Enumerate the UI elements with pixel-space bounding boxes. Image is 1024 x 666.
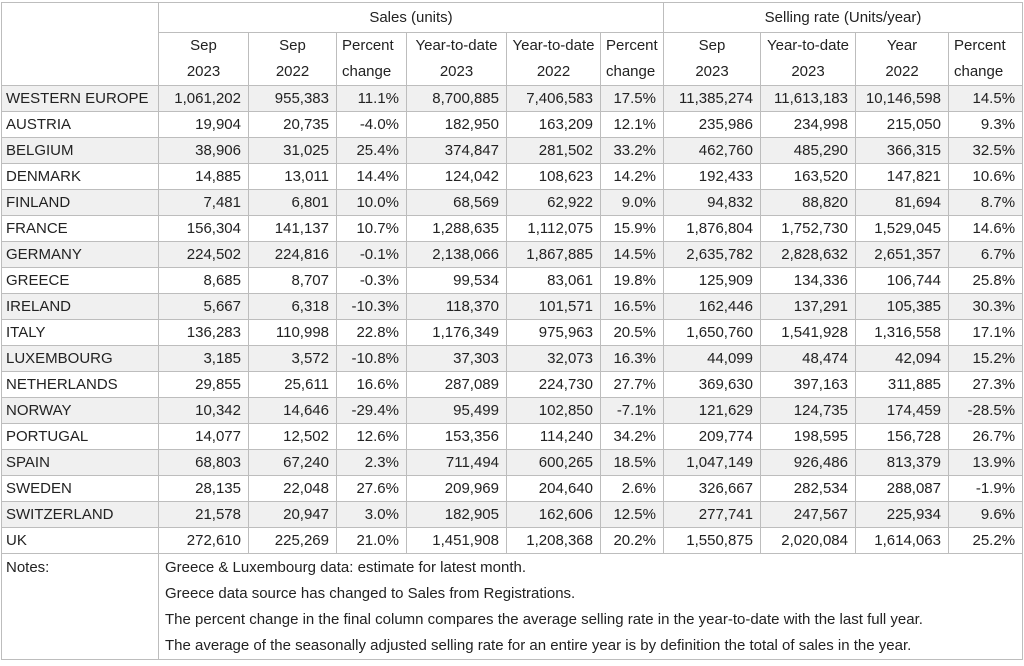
table-cell-rate-ytd-2023: 11,613,183	[761, 86, 856, 112]
column-header-rate-sep-2023	[664, 33, 761, 86]
table-cell-sales-ytd-pct-change: 12.5%	[601, 502, 664, 528]
column-header-sales-ytd-2023	[407, 33, 507, 86]
table-cell-rate-year-2022: 81,694	[856, 190, 949, 216]
table-cell-sales-ytd-pct-change: 16.3%	[601, 346, 664, 372]
table-cell-rate-ytd-2023: 2,828,632	[761, 242, 856, 268]
table-cell-rate-year-2022: 106,744	[856, 268, 949, 294]
table-cell-sales-sep-2022: 12,502	[249, 424, 337, 450]
table-cell-rate-pct-change: -28.5%	[949, 398, 1023, 424]
table-cell-sales-pct-change: -10.3%	[337, 294, 407, 320]
table-row	[2, 398, 1023, 424]
note-line: Greece data source has changed to Sales from Registrations.	[165, 585, 576, 602]
table-cell-sales-sep-2022: 224,816	[249, 242, 337, 268]
table-cell-sales-sep-2022: 31,025	[249, 138, 337, 164]
table-cell-sales-ytd-2023: 153,356	[407, 424, 507, 450]
notes-cell	[159, 554, 1023, 660]
row-label: NETHERLANDS	[2, 372, 159, 398]
table-row	[2, 242, 1023, 268]
table-cell-rate-year-2022: 156,728	[856, 424, 949, 450]
table-cell-sales-pct-change: -0.1%	[337, 242, 407, 268]
table-cell-sales-pct-change: 2.3%	[337, 450, 407, 476]
table-row	[2, 502, 1023, 528]
table-cell-sales-sep-2022: 3,572	[249, 346, 337, 372]
table-cell-rate-ytd-2023: 137,291	[761, 294, 856, 320]
table-cell-sales-ytd-pct-change: 33.2%	[601, 138, 664, 164]
table-cell-sales-ytd-pct-change: 14.2%	[601, 164, 664, 190]
header-line-1: Percent	[342, 37, 394, 54]
table-cell-rate-ytd-2023: 397,163	[761, 372, 856, 398]
table-cell-sales-ytd-2023: 182,950	[407, 112, 507, 138]
table-cell-rate-pct-change: 6.7%	[949, 242, 1023, 268]
table-cell-sales-pct-change: -0.3%	[337, 268, 407, 294]
table-cell-rate-ytd-2023: 247,567	[761, 502, 856, 528]
table-cell-sales-sep-2023: 19,904	[159, 112, 249, 138]
header-line-1: Year-to-date	[415, 37, 498, 54]
note-line: Greece & Luxembourg data: estimate for latest month.	[165, 559, 527, 576]
header-line-1: Percent	[606, 37, 658, 54]
table-cell-rate-sep-2023: 209,774	[664, 424, 761, 450]
table-cell-sales-sep-2022: 225,269	[249, 528, 337, 554]
table-cell-rate-sep-2023: 1,650,760	[664, 320, 761, 346]
table-cell-sales-pct-change: 16.6%	[337, 372, 407, 398]
table-cell-rate-sep-2023: 326,667	[664, 476, 761, 502]
table-cell-rate-sep-2023: 235,986	[664, 112, 761, 138]
table-cell-sales-ytd-2022: 162,606	[507, 502, 601, 528]
table-cell-sales-ytd-2023: 95,499	[407, 398, 507, 424]
note-line: The percent change in the final column compares the average selling rate in the year-to-date with the last full year.	[165, 611, 923, 628]
table-cell-sales-ytd-2023: 287,089	[407, 372, 507, 398]
table-cell-sales-sep-2023: 21,578	[159, 502, 249, 528]
table-row	[2, 112, 1023, 138]
table-cell-sales-ytd-2023: 118,370	[407, 294, 507, 320]
table-cell-sales-pct-change: 10.0%	[337, 190, 407, 216]
table-cell-rate-year-2022: 288,087	[856, 476, 949, 502]
table-cell-sales-sep-2023: 1,061,202	[159, 86, 249, 112]
table-cell-sales-pct-change: 12.6%	[337, 424, 407, 450]
table-row	[2, 372, 1023, 398]
table-cell-sales-sep-2023: 224,502	[159, 242, 249, 268]
table-cell-sales-ytd-2023: 374,847	[407, 138, 507, 164]
table-cell-sales-sep-2023: 28,135	[159, 476, 249, 502]
table-cell-sales-ytd-pct-change: -7.1%	[601, 398, 664, 424]
table-header	[2, 3, 1023, 86]
table-cell-rate-pct-change: -1.9%	[949, 476, 1023, 502]
row-label: GREECE	[2, 268, 159, 294]
table-cell-rate-ytd-2023: 926,486	[761, 450, 856, 476]
table-cell-rate-sep-2023: 192,433	[664, 164, 761, 190]
table-cell-sales-ytd-2022: 7,406,583	[507, 86, 601, 112]
row-label: IRELAND	[2, 294, 159, 320]
header-line-1: Year-to-date	[766, 37, 849, 54]
header-line-1: Year-to-date	[512, 37, 595, 54]
table-cell-rate-pct-change: 30.3%	[949, 294, 1023, 320]
row-label: BELGIUM	[2, 138, 159, 164]
table-cell-sales-sep-2023: 7,481	[159, 190, 249, 216]
corner-cell	[2, 3, 159, 86]
row-label: AUSTRIA	[2, 112, 159, 138]
table-cell-sales-sep-2023: 136,283	[159, 320, 249, 346]
table-cell-sales-ytd-2023: 2,138,066	[407, 242, 507, 268]
table-cell-rate-sep-2023: 121,629	[664, 398, 761, 424]
table-cell-rate-ytd-2023: 1,541,928	[761, 320, 856, 346]
column-header-sales-pct-change	[337, 33, 407, 86]
table-cell-sales-ytd-pct-change: 27.7%	[601, 372, 664, 398]
group-header-selling-rate: Selling rate (Units/year)	[664, 3, 1023, 33]
table-cell-rate-pct-change: 14.6%	[949, 216, 1023, 242]
table-cell-sales-ytd-2023: 99,534	[407, 268, 507, 294]
table-cell-sales-ytd-pct-change: 17.5%	[601, 86, 664, 112]
table-cell-rate-pct-change: 25.8%	[949, 268, 1023, 294]
table-cell-rate-pct-change: 9.6%	[949, 502, 1023, 528]
table-cell-sales-sep-2023: 5,667	[159, 294, 249, 320]
table-cell-rate-ytd-2023: 1,752,730	[761, 216, 856, 242]
table-cell-rate-year-2022: 366,315	[856, 138, 949, 164]
table-cell-sales-ytd-2022: 108,623	[507, 164, 601, 190]
table-cell-rate-pct-change: 13.9%	[949, 450, 1023, 476]
table-cell-rate-pct-change: 14.5%	[949, 86, 1023, 112]
table-cell-rate-pct-change: 8.7%	[949, 190, 1023, 216]
table-cell-rate-sep-2023: 162,446	[664, 294, 761, 320]
table-cell-rate-ytd-2023: 485,290	[761, 138, 856, 164]
table-cell-sales-sep-2023: 3,185	[159, 346, 249, 372]
table-cell-rate-sep-2023: 1,550,875	[664, 528, 761, 554]
table-cell-sales-ytd-2022: 32,073	[507, 346, 601, 372]
table-cell-rate-pct-change: 26.7%	[949, 424, 1023, 450]
header-line-2: 2023	[791, 63, 825, 80]
table-cell-sales-ytd-pct-change: 9.0%	[601, 190, 664, 216]
table-row	[2, 164, 1023, 190]
table-cell-rate-pct-change: 17.1%	[949, 320, 1023, 346]
column-header-sales-ytd-2022	[507, 33, 601, 86]
table-row	[2, 320, 1023, 346]
table-row	[2, 86, 1023, 112]
table-cell-sales-ytd-2022: 1,208,368	[507, 528, 601, 554]
table-cell-sales-ytd-2023: 37,303	[407, 346, 507, 372]
table-cell-sales-sep-2023: 272,610	[159, 528, 249, 554]
table-cell-sales-ytd-2022: 281,502	[507, 138, 601, 164]
header-line-2: 2023	[186, 63, 221, 80]
row-label: DENMARK	[2, 164, 159, 190]
table-cell-rate-sep-2023: 44,099	[664, 346, 761, 372]
table-cell-sales-pct-change: 14.4%	[337, 164, 407, 190]
group-header-sales: Sales (units)	[159, 3, 664, 33]
table-row	[2, 190, 1023, 216]
table-cell-rate-pct-change: 32.5%	[949, 138, 1023, 164]
table-cell-sales-ytd-2023: 1,451,908	[407, 528, 507, 554]
table-cell-sales-pct-change: -10.8%	[337, 346, 407, 372]
table-row	[2, 138, 1023, 164]
table-cell-rate-sep-2023: 277,741	[664, 502, 761, 528]
table-cell-rate-year-2022: 42,094	[856, 346, 949, 372]
table-cell-rate-sep-2023: 1,876,804	[664, 216, 761, 242]
table-cell-sales-pct-change: 22.8%	[337, 320, 407, 346]
sales-report-table	[1, 2, 1023, 660]
row-label: NORWAY	[2, 398, 159, 424]
table-cell-sales-ytd-pct-change: 19.8%	[601, 268, 664, 294]
table-cell-rate-pct-change: 25.2%	[949, 528, 1023, 554]
table-cell-sales-ytd-2022: 975,963	[507, 320, 601, 346]
table-cell-sales-ytd-2023: 124,042	[407, 164, 507, 190]
row-label: FINLAND	[2, 190, 159, 216]
table-cell-sales-ytd-2022: 204,640	[507, 476, 601, 502]
table-cell-sales-sep-2023: 29,855	[159, 372, 249, 398]
table-cell-rate-sep-2023: 125,909	[664, 268, 761, 294]
row-label: PORTUGAL	[2, 424, 159, 450]
table-cell-rate-sep-2023: 2,635,782	[664, 242, 761, 268]
notes-list	[165, 555, 1022, 659]
table-row	[2, 450, 1023, 476]
table-cell-sales-ytd-2023: 1,288,635	[407, 216, 507, 242]
column-header-sales-sep-2023	[159, 33, 249, 86]
table-cell-rate-year-2022: 311,885	[856, 372, 949, 398]
table-cell-sales-sep-2023: 156,304	[159, 216, 249, 242]
row-label: ITALY	[2, 320, 159, 346]
table-cell-rate-year-2022: 1,614,063	[856, 528, 949, 554]
header-line-2: 2023	[695, 63, 729, 80]
table-cell-rate-sep-2023: 369,630	[664, 372, 761, 398]
notes-label: Notes:	[2, 554, 159, 660]
row-label: FRANCE	[2, 216, 159, 242]
table-cell-sales-pct-change: -4.0%	[337, 112, 407, 138]
table-row	[2, 216, 1023, 242]
table-cell-rate-ytd-2023: 124,735	[761, 398, 856, 424]
table-cell-rate-year-2022: 10,146,598	[856, 86, 949, 112]
table-cell-sales-sep-2022: 955,383	[249, 86, 337, 112]
table-cell-sales-ytd-2022: 102,850	[507, 398, 601, 424]
table-cell-sales-sep-2023: 10,342	[159, 398, 249, 424]
header-line-1: Year	[886, 37, 918, 54]
column-header-sales-ytd-pct-change	[601, 33, 664, 86]
table-cell-sales-ytd-pct-change: 18.5%	[601, 450, 664, 476]
table-row	[2, 268, 1023, 294]
table-cell-sales-ytd-2023: 8,700,885	[407, 86, 507, 112]
table-cell-sales-ytd-pct-change: 20.2%	[601, 528, 664, 554]
table-cell-rate-ytd-2023: 88,820	[761, 190, 856, 216]
table-cell-sales-sep-2022: 14,646	[249, 398, 337, 424]
table-cell-sales-ytd-2023: 182,905	[407, 502, 507, 528]
table-cell-rate-year-2022: 147,821	[856, 164, 949, 190]
table-cell-sales-pct-change: 21.0%	[337, 528, 407, 554]
table-cell-sales-ytd-2023: 711,494	[407, 450, 507, 476]
table-cell-sales-sep-2022: 110,998	[249, 320, 337, 346]
table-cell-sales-ytd-2022: 62,922	[507, 190, 601, 216]
table-cell-sales-pct-change: 10.7%	[337, 216, 407, 242]
notes-row	[2, 554, 1023, 660]
table-cell-sales-sep-2023: 14,885	[159, 164, 249, 190]
table-cell-sales-sep-2022: 22,048	[249, 476, 337, 502]
table-cell-sales-sep-2023: 14,077	[159, 424, 249, 450]
row-label: UK	[2, 528, 159, 554]
table-cell-rate-year-2022: 813,379	[856, 450, 949, 476]
table-cell-sales-ytd-2022: 1,112,075	[507, 216, 601, 242]
table-cell-sales-sep-2022: 6,801	[249, 190, 337, 216]
table-row	[2, 346, 1023, 372]
header-line-2: 2022	[275, 63, 310, 80]
header-line-2: change	[606, 63, 656, 80]
table-cell-rate-year-2022: 2,651,357	[856, 242, 949, 268]
table-cell-sales-ytd-pct-change: 14.5%	[601, 242, 664, 268]
table-cell-sales-ytd-2022: 163,209	[507, 112, 601, 138]
table-row	[2, 528, 1023, 554]
table-cell-sales-pct-change: 25.4%	[337, 138, 407, 164]
header-line-2: 2022	[536, 63, 571, 80]
table-cell-sales-sep-2023: 38,906	[159, 138, 249, 164]
table-cell-sales-ytd-pct-change: 16.5%	[601, 294, 664, 320]
table-cell-sales-sep-2022: 20,947	[249, 502, 337, 528]
table-cell-sales-sep-2022: 67,240	[249, 450, 337, 476]
table-cell-rate-year-2022: 1,529,045	[856, 216, 949, 242]
table-cell-rate-pct-change: 9.3%	[949, 112, 1023, 138]
table-cell-rate-ytd-2023: 2,020,084	[761, 528, 856, 554]
table-cell-sales-ytd-2022: 114,240	[507, 424, 601, 450]
table-row	[2, 294, 1023, 320]
table-cell-rate-year-2022: 215,050	[856, 112, 949, 138]
table-cell-rate-sep-2023: 94,832	[664, 190, 761, 216]
table-cell-sales-ytd-pct-change: 34.2%	[601, 424, 664, 450]
row-label: SPAIN	[2, 450, 159, 476]
table-cell-sales-sep-2022: 13,011	[249, 164, 337, 190]
column-header-sales-sep-2022	[249, 33, 337, 86]
table-row	[2, 424, 1023, 450]
table-body	[2, 86, 1023, 554]
header-line-1: Sep	[279, 37, 306, 54]
header-line-1: Percent	[954, 37, 1006, 54]
header-line-2: change	[342, 63, 392, 80]
table-cell-rate-ytd-2023: 48,474	[761, 346, 856, 372]
table-cell-sales-ytd-2022: 224,730	[507, 372, 601, 398]
table-cell-sales-ytd-pct-change: 20.5%	[601, 320, 664, 346]
table-cell-sales-pct-change: 3.0%	[337, 502, 407, 528]
header-line-2: 2023	[439, 63, 474, 80]
table-cell-rate-year-2022: 1,316,558	[856, 320, 949, 346]
table-cell-sales-ytd-2023: 68,569	[407, 190, 507, 216]
table-cell-rate-ytd-2023: 198,595	[761, 424, 856, 450]
column-header-rate-year-2022	[856, 33, 949, 86]
table-cell-rate-pct-change: 27.3%	[949, 372, 1023, 398]
table-cell-rate-year-2022: 174,459	[856, 398, 949, 424]
table-cell-sales-ytd-pct-change: 12.1%	[601, 112, 664, 138]
group-header-row	[2, 3, 1023, 33]
table-cell-sales-ytd-pct-change: 15.9%	[601, 216, 664, 242]
table-cell-sales-pct-change: -29.4%	[337, 398, 407, 424]
table-cell-rate-year-2022: 225,934	[856, 502, 949, 528]
header-line-2: 2022	[885, 63, 919, 80]
table-cell-rate-ytd-2023: 134,336	[761, 268, 856, 294]
table-cell-sales-ytd-2022: 1,867,885	[507, 242, 601, 268]
table-row	[2, 476, 1023, 502]
row-label: SWEDEN	[2, 476, 159, 502]
table-cell-rate-sep-2023: 462,760	[664, 138, 761, 164]
table-cell-sales-ytd-2022: 600,265	[507, 450, 601, 476]
table-cell-rate-sep-2023: 11,385,274	[664, 86, 761, 112]
table-cell-rate-year-2022: 105,385	[856, 294, 949, 320]
table-cell-sales-pct-change: 27.6%	[337, 476, 407, 502]
header-line-1: Sep	[698, 37, 726, 54]
table-cell-sales-sep-2022: 8,707	[249, 268, 337, 294]
column-header-rate-ytd-2023	[761, 33, 856, 86]
table-cell-sales-pct-change: 11.1%	[337, 86, 407, 112]
row-label: SWITZERLAND	[2, 502, 159, 528]
table-cell-sales-sep-2023: 68,803	[159, 450, 249, 476]
table-cell-sales-sep-2022: 6,318	[249, 294, 337, 320]
table-cell-sales-ytd-2023: 209,969	[407, 476, 507, 502]
table-cell-rate-ytd-2023: 234,998	[761, 112, 856, 138]
table-cell-rate-pct-change: 15.2%	[949, 346, 1023, 372]
header-line-1: Sep	[190, 37, 217, 54]
note-line: The average of the seasonally adjusted selling rate for an entire year is by definition the total of sales in the year.	[165, 637, 912, 654]
table-cell-sales-ytd-pct-change: 2.6%	[601, 476, 664, 502]
row-label: LUXEMBOURG	[2, 346, 159, 372]
table-cell-rate-sep-2023: 1,047,149	[664, 450, 761, 476]
column-header-rate-pct-change	[949, 33, 1023, 86]
header-line-2: change	[954, 63, 1004, 80]
table-cell-sales-sep-2022: 20,735	[249, 112, 337, 138]
table-cell-sales-ytd-2023: 1,176,349	[407, 320, 507, 346]
table-cell-sales-sep-2023: 8,685	[159, 268, 249, 294]
table-footer	[2, 554, 1023, 660]
table-cell-sales-sep-2022: 141,137	[249, 216, 337, 242]
table-cell-sales-ytd-2022: 101,571	[507, 294, 601, 320]
table-cell-rate-ytd-2023: 163,520	[761, 164, 856, 190]
table-cell-rate-ytd-2023: 282,534	[761, 476, 856, 502]
table-cell-sales-ytd-2022: 83,061	[507, 268, 601, 294]
table-cell-rate-pct-change: 10.6%	[949, 164, 1023, 190]
row-label: GERMANY	[2, 242, 159, 268]
row-label: WESTERN EUROPE	[2, 86, 159, 112]
table-cell-sales-sep-2022: 25,611	[249, 372, 337, 398]
